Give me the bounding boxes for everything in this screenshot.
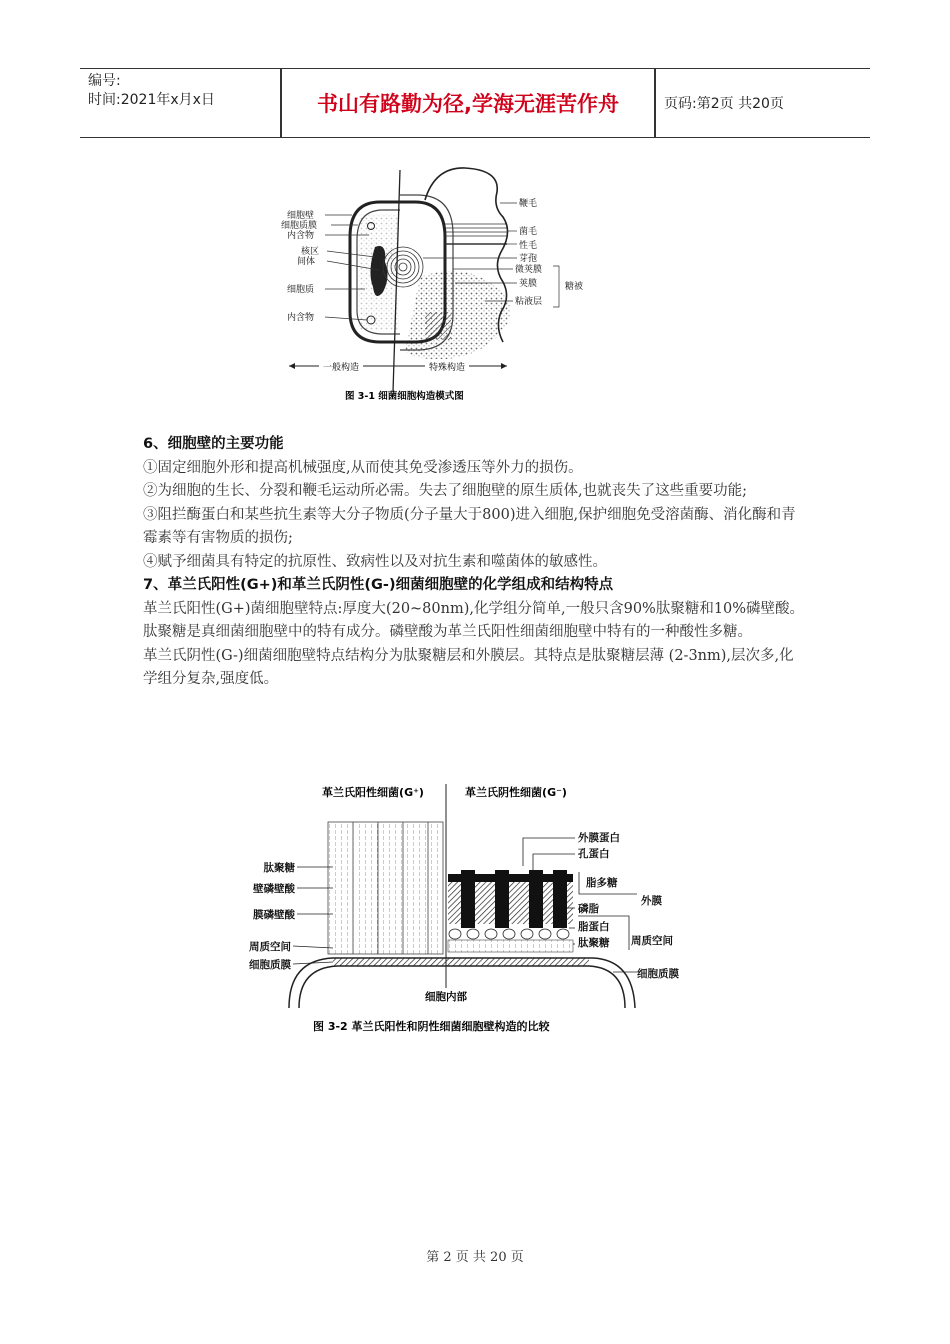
label-nucleoid: 核区 — [301, 247, 320, 257]
label-mesosome: 间体 — [297, 257, 316, 267]
label-membrane-neg: 细胞质膜 — [637, 968, 679, 980]
figure-bacterial-cell — [275, 162, 595, 408]
axis-general: 一般构造 — [322, 363, 360, 373]
gram-negative-lipoproteins — [449, 929, 569, 939]
header-left-cell — [80, 69, 280, 140]
figure-cell-wall-comparison — [233, 778, 703, 1040]
header-table — [80, 68, 870, 138]
label-phospholipid: 磷脂 — [578, 903, 599, 915]
label-cytoplasm: 细胞质 — [287, 285, 315, 295]
fig1-left-labels — [281, 209, 319, 323]
figure1-caption: 图 3-1 细菌细胞构造模式图 — [345, 391, 464, 402]
motto: 书山有路勤为径,学海无涯苦作舟 — [317, 92, 619, 116]
label-inclusion-2: 内含物 — [287, 313, 315, 323]
label-pili: 菌毛 — [519, 227, 538, 237]
label-wall-teichoic: 壁磷壁酸 — [253, 883, 295, 895]
label-flagellum: 鞭毛 — [519, 199, 538, 209]
label-periplasm-neg: 周质空间 — [631, 935, 673, 947]
axis-special: 特殊构造 — [428, 363, 466, 373]
label-microcapsule: 微荚膜 — [515, 265, 543, 275]
page-footer: 第 2 页 共 20 页 — [426, 1250, 524, 1265]
paragraph: ②为细胞的生长、分裂和鞭毛运动所必需。失去了细胞壁的原生质体,也就丧失了这些重要功能; — [143, 483, 747, 499]
label-membrane: 细胞质膜 — [249, 959, 291, 971]
label-outer-membrane: 外膜 — [641, 895, 662, 907]
label-spore: 芽孢 — [519, 254, 538, 264]
label-peptidoglycan: 肽聚糖 — [263, 862, 295, 874]
label-lipoprotein: 脂蛋白 — [578, 921, 610, 933]
number-label: 编号: — [88, 73, 121, 89]
pili — [445, 224, 507, 244]
label-cell-membrane: 细胞质膜 — [281, 221, 318, 231]
label-cell-wall: 细胞壁 — [287, 211, 315, 221]
label-porin: 孔蛋白 — [578, 848, 610, 860]
label-periplasm: 周质空间 — [249, 941, 291, 953]
label-lps: 脂多糖 — [586, 877, 618, 889]
fig2-left-labels — [249, 861, 295, 971]
gram-negative-outer-membrane — [448, 870, 573, 928]
figure2-caption: 图 3-2 革兰氏阳性和阴性细菌细胞壁构造的比较 — [313, 1020, 550, 1033]
paragraph: ③阻拦酶蛋白和某些抗生素等大分子物质(分子量大于800)进入细胞,保护细胞免受溶菌酶、消化酶和青霉素等有害物质的损伤; — [143, 506, 796, 546]
paragraph: 革兰氏阴性(G-)细菌细胞壁特点结构分为肽聚糖层和外膜层。其特点是肽聚糖层薄 (2-3nm),层次多,化学组分复杂,强度低。 — [143, 647, 794, 687]
label-capsule: 荚膜 — [519, 279, 538, 289]
label-peptidoglycan-neg: 肽聚糖 — [578, 937, 610, 949]
label-cell-interior: 细胞内部 — [425, 991, 467, 1003]
gram-positive-wall — [328, 822, 443, 954]
label-lipoteichoic: 膜磷壁酸 — [253, 909, 295, 921]
gram-negative-peptidoglycan — [448, 940, 573, 952]
fig1-right-labels — [515, 197, 583, 307]
label-glycocalyx: 糖被 — [565, 282, 584, 292]
paragraph: 革兰氏阳性(G+)菌细胞壁特点:厚度大(20~80nm),化学组分简单,一般只含90%肽聚糖和10%磷壁酸。肽聚糖是真细菌细胞壁中的特有成分。磷壁酸为革兰氏阳性细菌细胞壁中特有的一种酸性多糖。 — [143, 600, 805, 640]
title-gram-positive: 革兰氏阳性细菌(G⁺) — [322, 786, 424, 799]
label-outer-membrane-protein: 外膜蛋白 — [578, 832, 620, 844]
label-slime-layer: 粘液层 — [515, 297, 543, 307]
label-sex-pili: 性毛 — [519, 241, 538, 251]
date-label: 时间:2021年x月x日 — [88, 92, 215, 108]
section-title-7: 7、革兰氏阳性(G+)和革兰氏阴性(G-)细菌细胞壁的化学组成和结构特点 — [143, 577, 614, 593]
label-inclusion: 内含物 — [287, 231, 315, 241]
slime-layer — [405, 271, 511, 360]
paragraph: ④赋予细菌具有特定的抗原性、致病性以及对抗生素和噬菌体的敏感性。 — [143, 553, 607, 570]
body-text — [143, 433, 808, 692]
title-gram-negative: 革兰氏阴性细菌(G⁻) — [465, 786, 567, 799]
section-title-6: 6、细胞壁的主要功能 — [143, 436, 284, 452]
page-info: 页码:第2页 共20页 — [664, 96, 784, 112]
paragraph: ①固定细胞外形和提高机械强度,从而使其免受渗透压等外力的损伤。 — [143, 459, 583, 476]
